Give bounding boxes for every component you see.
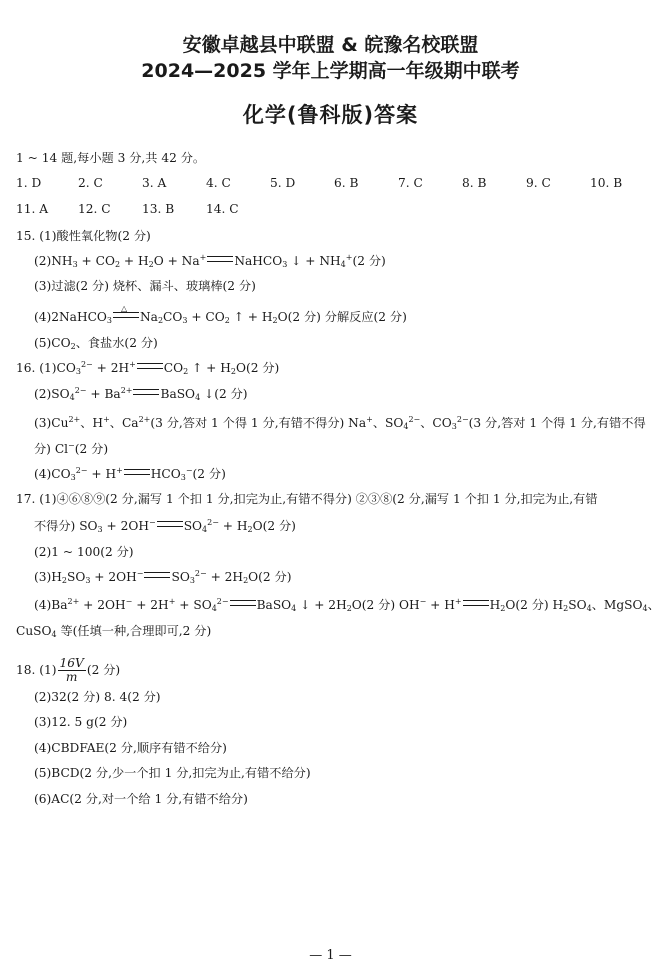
mc-answer: 1. D — [16, 176, 42, 190]
title-alliance: 安徽卓越县中联盟 & 皖豫名校联盟 — [182, 34, 479, 56]
q15-part4-equation: (4)2NaHCO$_3$ △ $Na_2CO_3 + CO_2$ ↑ + $H_2O(2$ 分) 分解反应(2 分) — [34, 304, 407, 325]
q18-part6: (6)AC(2 分,对一个给 1 分,有错不给分) — [34, 792, 248, 806]
mc-answer: 8. B — [462, 176, 487, 190]
mc-intro: 1 ~ 14 题,每小题 3 分,共 42 分。 — [16, 151, 206, 165]
mc-answer: 7. C — [398, 176, 423, 190]
q17-part1: 17. (1)④⑥⑧⑨(2 分,漏写 1 个扣 1 分,扣完为止,有错不得分) ②③⑧(2 分,漏写 1 个扣 1 分,扣完为止,有错 — [16, 492, 598, 506]
q15-part3: (3)过滤(2 分) 烧杯、漏斗、玻璃棒(2 分) — [34, 279, 256, 293]
q18-part4: (4)CBDFAE(2 分,顺序有错不给分) — [34, 741, 227, 755]
q15-part2-equation: $(2)NH_3 + CO_2 + H_2O + Na^+$ NaHCO$_3$ ↓ + $NH_4^+(2$ 分) — [34, 253, 386, 269]
mc-answer: 14. C — [206, 202, 239, 216]
mc-answer: 2. C — [78, 176, 103, 190]
mc-answer: 3. A — [142, 176, 167, 190]
formula-fraction: $\frac{16V}{m}$ — [59, 656, 84, 684]
q18-part1: 18. (1) $\frac{16V}{m}$ (2 分) — [16, 656, 121, 684]
q15-part1: 15. (1)酸性氧化物(2 分) — [16, 229, 151, 243]
q18-part2: (2)32(2 分) 8. 4(2 分) — [34, 690, 161, 704]
q16-part3-cont: 分) Cl−(2 分) — [34, 441, 109, 456]
mc-answer: 10. B — [590, 176, 623, 190]
q18-part3: (3)12. 5 g(2 分) — [34, 715, 128, 729]
q17-part1-equation: 不得分) $SO_3 + 2OH^-$ $SO_4^{2-} + H_2O(2$ 分) — [34, 518, 296, 534]
page-number: — 1 — — [309, 948, 352, 963]
q18-part5: (5)BCD(2 分,少一个扣 1 分,扣完为止,有错不给分) — [34, 766, 311, 780]
q17-part3-equation: $(3)H_2SO_3 + 2OH^-$ $SO_3^{2-} + 2H_2O(2$ 分) — [34, 569, 292, 585]
q17-part4-equation: $(4)Ba^{2+} + 2OH^- + 2H^+ + SO_4^{2-}$ BaSO$_4$ ↓ + $2H_2O(2$ 分) OH− + H+ $H_2O(2$ 分) $H_2SO_4$、MgSO$_4$、 — [34, 597, 660, 613]
mc-answer: 13. B — [142, 202, 175, 216]
mc-answer: 4. C — [206, 176, 231, 190]
title-subject: 化学(鲁科版)答案 — [242, 103, 419, 127]
q16-part2-equation: $(2)SO_4^{2-} + Ba^{2+}$ BaSO$_4$ ↓(2 分) — [34, 386, 248, 402]
mc-answer: 9. C — [526, 176, 551, 190]
q16-part4-equation: $(4)CO_3^{2-} + H^+$ $HCO_3^-(2$ 分) — [34, 466, 226, 482]
title-exam: 2024—2025 学年上学期高一年级期中联考 — [141, 60, 520, 82]
q16-part3: $(3)Cu^{2+}$、H+、$Ca^{2+}(3$ 分,答对 1 个得 1 分,有错不得分) Na+、$SO_4^{2-}$、$CO_3^{2-}(3$ 分,答对 1 个得 1 分,有错不得 — [34, 415, 646, 431]
q17-part2: (2)1 ~ 100(2 分) — [34, 545, 134, 559]
mc-answer: 5. D — [270, 176, 296, 190]
mc-answer: 6. B — [334, 176, 359, 190]
q16-part1-equation: 16. $(1)CO_3^{2-} + 2H^+$ $CO_2$ ↑ + $H_2O(2$ 分) — [16, 360, 280, 376]
q17-part4-cont: CuSO$_4$ 等(任填一种,合理即可,2 分) — [16, 624, 212, 639]
mc-answer: 11. A — [16, 202, 49, 216]
q15-part5: $(5)CO_2$、食盐水(2 分) — [34, 336, 158, 351]
mc-answer: 12. C — [78, 202, 111, 216]
